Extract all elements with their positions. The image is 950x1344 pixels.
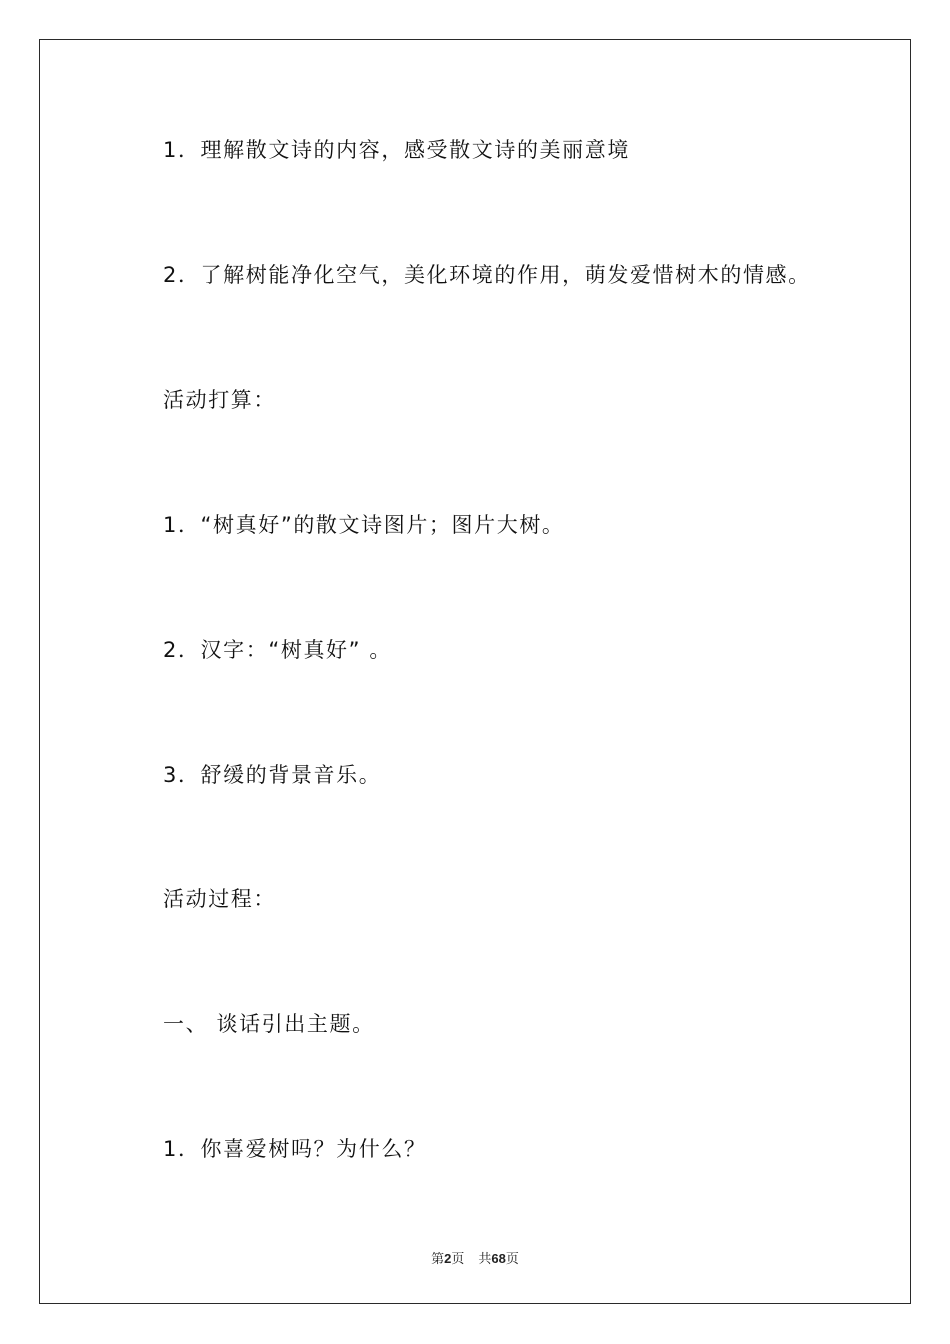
page-prefix: 第	[431, 1252, 445, 1267]
preparation-item-3: 3．舒缓的背景音乐。	[163, 763, 382, 787]
preparation-item-1: 1．“树真好”的散文诗图片；图片大树。	[163, 513, 565, 537]
total-prefix: 共	[478, 1252, 492, 1267]
page-footer	[0, 1248, 950, 1267]
total-pages: 68	[491, 1251, 506, 1266]
page-number: 2	[444, 1251, 452, 1266]
objective-1: 1．理解散文诗的内容，感受散文诗的美丽意境	[163, 138, 630, 162]
page-border	[39, 39, 911, 1304]
objective-2: 2．了解树能净化空气，美化环境的作用，萌发爱惜树木的情感。	[163, 263, 811, 287]
preparation-heading: 活动打算：	[163, 388, 276, 412]
page-suffix: 页	[451, 1252, 465, 1267]
process-heading: 活动过程：	[163, 887, 276, 911]
process-question-1: 1．你喜爱树吗？为什么？	[163, 1137, 427, 1161]
process-step-1: 一、 谈话引出主题。	[163, 1012, 375, 1036]
preparation-item-2: 2．汉字：“树真好” 。	[163, 638, 392, 662]
total-suffix: 页	[505, 1252, 519, 1267]
